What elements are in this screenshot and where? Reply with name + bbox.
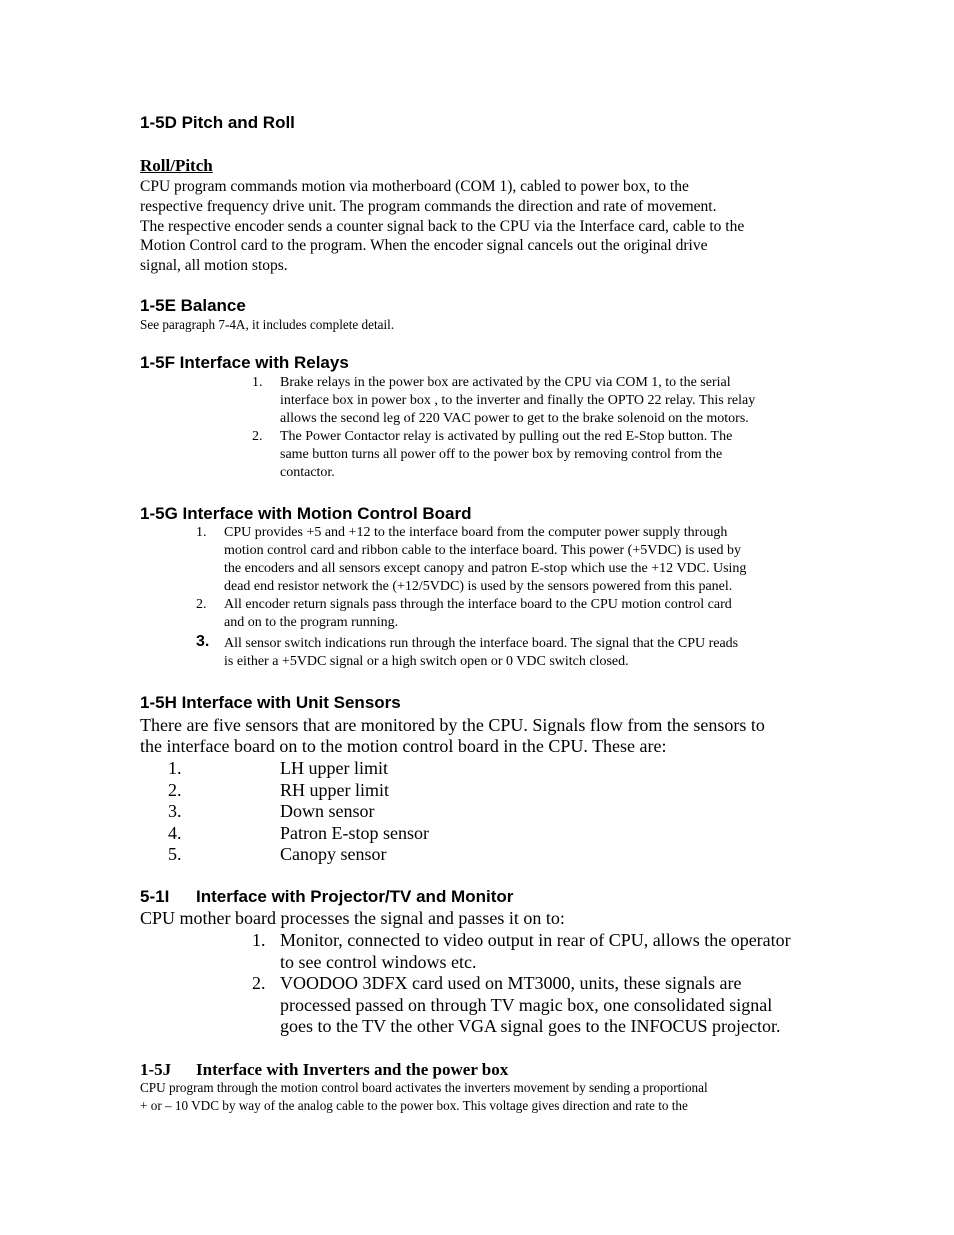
list-line: the encoders and all sensors except canopy and patron E-stop which use the +12 VDC. Using: [224, 561, 747, 576]
section-heading-1-5j: [140, 1060, 508, 1080]
list-number: 2.: [196, 597, 207, 612]
section-title: Interface with Projector/TV and Monitor: [196, 887, 514, 906]
list-number: 1.: [196, 525, 207, 540]
section-heading-1-5d: 1-5D Pitch and Roll: [140, 113, 295, 132]
list-number: 1.: [168, 758, 182, 778]
inverters-paragraph: [140, 1079, 830, 1115]
list-number: 2.: [252, 973, 266, 993]
paragraph-line: CPU program through the motion control board activates the inverters movement by sending a proportional: [140, 1080, 708, 1095]
list-line: dead end resistor network the (+12/5VDC) is used by the sensors powered from this panel.: [224, 579, 733, 594]
section-heading-1-5h: 1-5H Interface with Unit Sensors: [140, 693, 401, 712]
roll-pitch-paragraph: [140, 177, 820, 276]
sensors-intro: [140, 715, 830, 757]
section-number: 5-1I: [140, 887, 170, 906]
section-heading-1-5g: 1-5G Interface with Motion Control Board: [140, 504, 472, 523]
list-number: 1.: [252, 930, 266, 950]
list-text: Down sensor: [280, 801, 375, 821]
list-line: processed passed on through TV magic box, one consolidated signal: [280, 994, 773, 1015]
list-number: 1.: [252, 375, 263, 390]
list-text: Canopy sensor: [280, 844, 387, 864]
paragraph-line: There are five sensors that are monitored by the CPU. Signals flow from the sensors to: [140, 715, 765, 735]
list-number: 2.: [168, 779, 182, 800]
paragraph-line: CPU program commands motion via motherboard (COM 1), cabled to power box, to the: [140, 178, 689, 195]
list-line: allows the second leg of 220 VAC power to get to the brake solenoid on the motors.: [280, 411, 749, 426]
list-line: same button turns all power off to the power box by removing control from the: [280, 447, 723, 462]
section-heading-1-5f: 1-5F Interface with Relays: [140, 353, 349, 372]
section-number: 1-5J: [140, 1060, 172, 1079]
list-line: interface box in power box , to the inverter and finally the OPTO 22 relay. This relay: [280, 393, 756, 408]
paragraph-line: signal, all motion stops.: [140, 257, 288, 275]
list-line: All sensor switch indications run through the interface board. The signal that the CPU reads: [224, 636, 739, 651]
list-line: and on to the program running.: [224, 615, 399, 630]
list-line: Brake relays in the power box are activated by the CPU via COM 1, to the serial: [280, 375, 731, 390]
paragraph-line: the interface board on to the motion control board in the CPU. These are:: [140, 736, 667, 756]
list-line: contactor.: [280, 465, 335, 480]
section-heading-1-5e: 1-5E Balance: [140, 296, 246, 315]
list-line: motion control card and ribbon cable to the interface board. This power (+5VDC) is used by: [224, 543, 741, 558]
paragraph-line: Motion Control card to the program. When the encoder signal cancels out the original drive: [140, 237, 708, 255]
list-line: All encoder return signals pass through the interface board to the CPU motion control card: [224, 597, 732, 612]
list-text: LH upper limit: [280, 758, 388, 778]
list-line: The Power Contactor relay is activated by pulling out the red E-Stop button. The: [280, 429, 733, 444]
list-text: RH upper limit: [280, 779, 389, 800]
balance-text: See paragraph 7-4A, it includes complete detail.: [140, 317, 395, 332]
list-text: Patron E-stop sensor: [280, 822, 429, 843]
paragraph-line: + or – 10 VDC by way of the analog cable to the power box. This voltage gives direction and rate to the: [140, 1098, 688, 1113]
section-title: Interface with Inverters and the power box: [196, 1060, 509, 1079]
list-line: Monitor, connected to video output in rear of CPU, allows the operator: [280, 930, 791, 950]
projector-intro: CPU mother board processes the signal and passes it on to:: [140, 908, 565, 928]
list-number: 4.: [168, 822, 182, 843]
paragraph-line: respective frequency drive unit. The program commands the direction and rate of movement.: [140, 197, 717, 215]
list-number: 3.: [196, 633, 210, 650]
subheading-roll-pitch: Roll/Pitch: [140, 156, 213, 175]
list-number: 3.: [168, 801, 182, 821]
paragraph-line: The respective encoder sends a counter signal back to the CPU via the Interface card, cable to the: [140, 217, 745, 235]
list-line: CPU provides +5 and +12 to the interface board from the computer power supply through: [224, 525, 728, 540]
list-line: to see control windows etc.: [280, 951, 477, 972]
list-line: VOODOO 3DFX card used on MT3000, units, these signals are: [280, 973, 742, 993]
list-line: is either a +5VDC signal or a high switch open or 0 VDC switch closed.: [224, 654, 629, 669]
section-heading-5-1i: [140, 887, 513, 907]
list-line: goes to the TV the other VGA signal goes to the INFOCUS projector.: [280, 1016, 781, 1036]
list-number: 2.: [252, 429, 263, 444]
list-number: 5.: [168, 844, 182, 864]
